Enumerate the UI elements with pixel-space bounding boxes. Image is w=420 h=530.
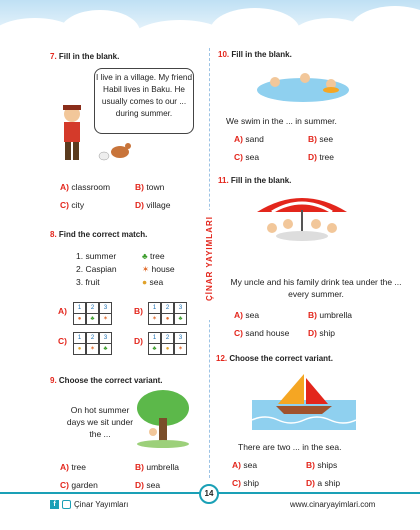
- starfish-icon: ✶: [142, 264, 150, 274]
- q7-option-d[interactable]: D) village: [135, 200, 171, 210]
- farmer-illustration: [50, 102, 140, 164]
- tree-illustration: [135, 388, 191, 448]
- q10-option-d[interactable]: D) tree: [308, 152, 335, 162]
- q8-grid-b: 1 2 3: [148, 302, 187, 314]
- q12-option-b[interactable]: B) ships: [306, 460, 338, 470]
- side-brand: ÇİNAR YAYIMLARI: [205, 210, 217, 320]
- q10-option-a[interactable]: A) sand: [234, 134, 264, 144]
- q8-grid-d: 1 2 3: [148, 332, 187, 344]
- q12-option-d[interactable]: D) a ship: [306, 478, 341, 488]
- q8-grid-b-icons: ✶ ● ♣: [148, 313, 187, 325]
- question-8-header: 8. Find the correct match.: [50, 230, 148, 239]
- tree-icon: ♣: [142, 251, 148, 261]
- q12-option-a[interactable]: A) sea: [232, 460, 258, 470]
- q9-option-a[interactable]: A) tree: [60, 462, 87, 472]
- q11-option-b[interactable]: B) umbrella: [308, 310, 352, 320]
- website-link[interactable]: www.cinaryayimlari.com: [290, 500, 376, 509]
- question-7-header: 7. Fill in the blank.: [50, 52, 120, 61]
- q8-option-d[interactable]: D): [134, 336, 143, 346]
- question-12-header: 12. Choose the correct variant.: [216, 354, 333, 363]
- q11-option-c[interactable]: C) sand house: [234, 328, 290, 338]
- q10-text: We swim in the ... in summer.: [226, 116, 337, 126]
- q9-option-d[interactable]: D) sea: [135, 480, 161, 490]
- ship-illustration: [252, 370, 356, 430]
- q11-option-a[interactable]: A) sea: [234, 310, 260, 320]
- q11-text: My uncle and his family drink tea under the ... every summer.: [230, 277, 402, 299]
- footer-brand: f Çinar Yayımları: [50, 500, 128, 509]
- fruit-icon: ●: [142, 277, 148, 287]
- q7-option-b[interactable]: B) town: [135, 182, 165, 192]
- question-9-header: 9. Choose the correct variant.: [50, 376, 163, 385]
- question-10-header: 10. Fill in the blank.: [218, 50, 292, 59]
- q8-grid-c: 1 2 3: [73, 332, 112, 344]
- q8-right-list: ♣ tree ✶ house ● sea: [142, 251, 175, 287]
- q8-option-a[interactable]: A): [58, 306, 67, 316]
- q8-grid-d-icons: ♣ ● ✶: [148, 343, 187, 355]
- q12-text: There are two ... in the sea.: [238, 442, 342, 452]
- q7-option-c[interactable]: C) city: [60, 200, 85, 210]
- facebook-icon[interactable]: f: [50, 500, 59, 509]
- speech-bubble: I live in a village. My friend Habil lives in Baku. He usually comes to our ... during summer.: [94, 68, 194, 134]
- instagram-icon[interactable]: [62, 500, 71, 509]
- q12-option-c[interactable]: C) ship: [232, 478, 259, 488]
- q11-option-d[interactable]: D) ship: [308, 328, 335, 338]
- page-number: 14: [199, 484, 219, 504]
- question-11-header: 11. Fill in the blank.: [218, 176, 292, 185]
- q8-grid-a-icons: ● ♣ ✶: [73, 313, 112, 325]
- swimming-illustration: [255, 64, 351, 104]
- q9-option-b[interactable]: B) umbrella: [135, 462, 179, 472]
- q10-option-c[interactable]: C) sea: [234, 152, 260, 162]
- q8-option-b[interactable]: B): [134, 306, 143, 316]
- q7-option-a[interactable]: A) classroom: [60, 182, 111, 192]
- q8-grid-a: 1 2 3: [73, 302, 112, 314]
- sky-header: [0, 0, 420, 44]
- q9-option-c[interactable]: C) garden: [60, 480, 98, 490]
- q8-option-c[interactable]: C): [58, 336, 67, 346]
- q8-grid-c-icons: ● ✶ ♣: [73, 343, 112, 355]
- q9-text: On hot summer days we sit under the ...: [66, 405, 134, 439]
- q8-left-list: 1. summer 2. Caspian 3. fruit: [76, 251, 117, 287]
- umbrella-table-illustration: [252, 190, 352, 256]
- q10-option-b[interactable]: B) see: [308, 134, 334, 144]
